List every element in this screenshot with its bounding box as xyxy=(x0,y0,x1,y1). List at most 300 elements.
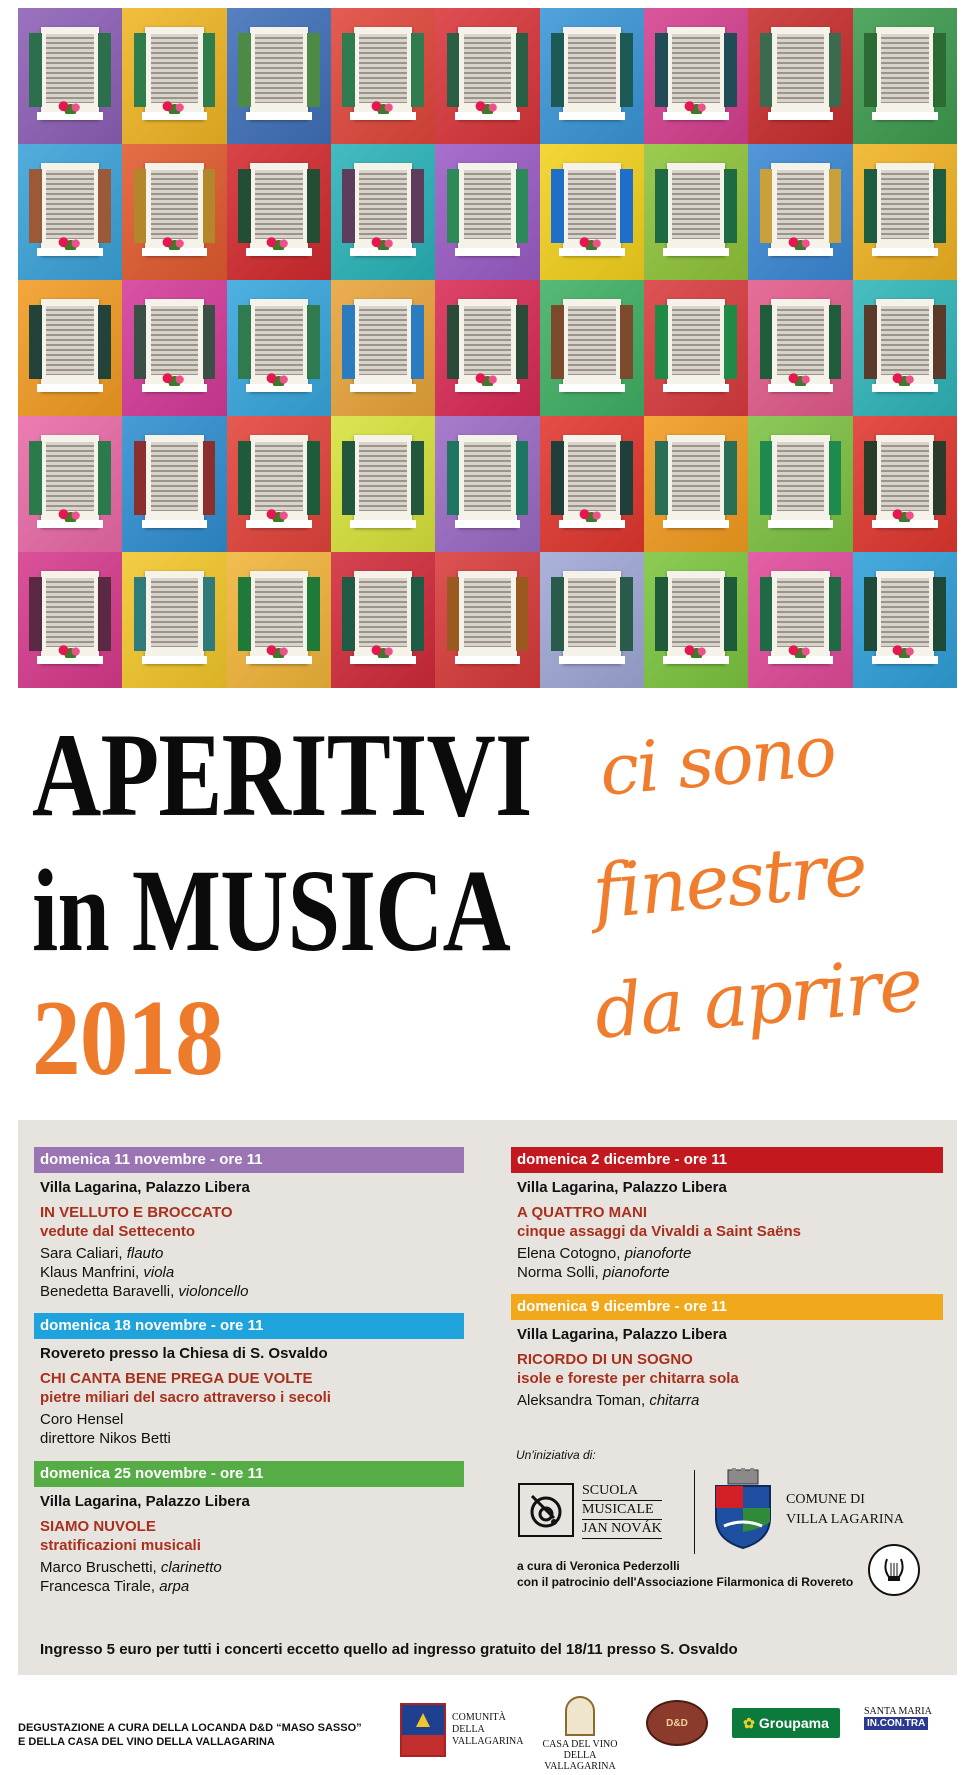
window-shutter xyxy=(29,33,42,107)
window-glass xyxy=(672,170,720,238)
window-frame xyxy=(145,27,203,119)
window-glass xyxy=(568,578,616,646)
window-glass xyxy=(464,442,512,510)
window-tile xyxy=(853,416,957,552)
window-shutter xyxy=(411,305,424,379)
window-frame xyxy=(563,299,621,391)
window-glass xyxy=(672,578,720,646)
window-glass xyxy=(777,306,825,374)
window-shutter xyxy=(933,33,946,107)
concert-title: CHI CANTA BENE PREGA DUE VOLTE xyxy=(40,1370,313,1387)
flower-pot xyxy=(53,645,88,658)
window-tile xyxy=(540,8,644,144)
window-shutter xyxy=(447,33,460,107)
window-tile xyxy=(331,144,435,280)
window-glass xyxy=(255,578,303,646)
window-shutter xyxy=(516,33,529,107)
window-shutter xyxy=(516,305,529,379)
window-shutter xyxy=(29,305,42,379)
window-shutter xyxy=(620,169,633,243)
window-shutter xyxy=(864,33,877,107)
comune-name: COMUNE DI VILLA LAGARINA xyxy=(786,1492,904,1527)
window-sill xyxy=(142,656,207,663)
window-shutter xyxy=(551,33,564,107)
window-tile xyxy=(122,8,226,144)
window-shutter xyxy=(933,169,946,243)
window-shutter xyxy=(203,169,216,243)
window-tile xyxy=(748,416,852,552)
window-shutter xyxy=(864,577,877,651)
window-frame xyxy=(458,27,516,119)
concert-card xyxy=(34,1147,464,1301)
window-shutter xyxy=(760,169,773,243)
title-in-musica: in MUSICA xyxy=(32,845,510,976)
window-glass xyxy=(255,306,303,374)
concert-card xyxy=(511,1294,943,1410)
window-shutter xyxy=(203,33,216,107)
window-tile xyxy=(331,8,435,144)
window-tile xyxy=(331,552,435,688)
window-frame xyxy=(771,27,829,119)
window-glass xyxy=(568,442,616,510)
window-glass xyxy=(672,34,720,102)
window-glass xyxy=(672,306,720,374)
window-shutter xyxy=(447,441,460,515)
flower-pot xyxy=(157,237,192,250)
concert-title: A QUATTRO MANI xyxy=(517,1204,647,1221)
window-frame xyxy=(145,163,203,255)
flower-pot xyxy=(887,373,922,386)
ticket-info: Ingresso 5 euro per tutti i concerti eccetto quello ad ingresso gratuito del 18/11 presso S. Osvaldo xyxy=(40,1641,738,1658)
flower-pot xyxy=(53,509,88,522)
music-note-icon xyxy=(518,1483,574,1537)
window-shutter xyxy=(655,169,668,243)
window-tile xyxy=(748,8,852,144)
window-shutter xyxy=(724,305,737,379)
performer: Benedetta Baravelli, violoncello xyxy=(40,1283,249,1300)
filarmonica-lyre-icon xyxy=(868,1544,920,1596)
concert-venue: Villa Lagarina, Palazzo Libera xyxy=(40,1493,250,1510)
window-shutter xyxy=(307,305,320,379)
window-shutter xyxy=(829,33,842,107)
performer: direttore Nikos Betti xyxy=(40,1430,171,1447)
window-sill xyxy=(350,520,415,527)
title-aperitivi: APERITIVI xyxy=(32,708,532,841)
window-shutter xyxy=(933,577,946,651)
flower-pot xyxy=(366,237,401,250)
flower-pot xyxy=(261,373,296,386)
window-shutter xyxy=(134,577,147,651)
window-sill xyxy=(559,656,624,663)
flower-pot xyxy=(574,237,609,250)
concert-venue: Villa Lagarina, Palazzo Libera xyxy=(517,1326,727,1343)
window-frame xyxy=(41,299,99,391)
window-frame xyxy=(667,163,725,255)
window-shutter xyxy=(307,441,320,515)
window-tile xyxy=(435,552,539,688)
window-shutter xyxy=(516,169,529,243)
window-shutter xyxy=(203,577,216,651)
window-shutter xyxy=(933,305,946,379)
window-shutter xyxy=(829,577,842,651)
performer: Francesca Tirale, arpa xyxy=(40,1578,190,1595)
flower-pot xyxy=(783,645,818,658)
window-shutter xyxy=(411,33,424,107)
concert-subtitle: cinque assaggi da Vivaldi a Saint Saëns xyxy=(517,1223,802,1240)
casa-text: CASA DEL VINO DELLA VALLAGARINA xyxy=(542,1739,618,1772)
window-tile xyxy=(18,552,122,688)
window-glass xyxy=(881,170,929,238)
concert-venue: Rovereto presso la Chiesa di S. Osvaldo xyxy=(40,1345,328,1362)
flower-pot xyxy=(261,645,296,658)
window-sill xyxy=(455,520,520,527)
window-glass xyxy=(464,306,512,374)
concert-date-bar: domenica 11 novembre - ore 11 xyxy=(34,1147,464,1173)
window-tile xyxy=(122,280,226,416)
groupama-leaf-icon: ✿ xyxy=(743,1714,755,1731)
window-glass xyxy=(255,442,303,510)
flower-pot xyxy=(887,509,922,522)
window-shutter xyxy=(516,577,529,651)
window-frame xyxy=(354,163,412,255)
window-frame xyxy=(876,435,934,527)
window-shutter xyxy=(829,169,842,243)
window-sill xyxy=(559,112,624,119)
santa-maria-incontra-logo: SANTA MARIA IN.CON.TRA xyxy=(864,1706,932,1729)
window-shutter xyxy=(551,305,564,379)
slogan-line-2: finestre xyxy=(589,826,870,936)
flower-pot xyxy=(157,373,192,386)
slogan-line-1: ci sono xyxy=(596,709,838,812)
window-shutter xyxy=(620,577,633,651)
casa-door-icon xyxy=(565,1696,595,1736)
window-frame xyxy=(354,435,412,527)
window-frame xyxy=(354,27,412,119)
window-photo-mosaic xyxy=(18,8,957,688)
window-frame xyxy=(458,163,516,255)
window-shutter xyxy=(447,577,460,651)
window-frame xyxy=(876,27,934,119)
window-shutter xyxy=(551,441,564,515)
flower-pot xyxy=(470,373,505,386)
window-shutter xyxy=(342,441,355,515)
window-frame xyxy=(667,27,725,119)
window-tile xyxy=(748,144,852,280)
window-tile xyxy=(435,416,539,552)
casa-del-vino-logo xyxy=(540,1694,620,1774)
window-frame xyxy=(250,163,308,255)
flower-pot xyxy=(53,237,88,250)
window-sill xyxy=(663,384,728,391)
window-sill xyxy=(872,112,937,119)
window-tile xyxy=(644,8,748,144)
window-frame xyxy=(771,435,829,527)
performer: Marco Bruschetti, clarinetto xyxy=(40,1559,222,1576)
window-glass xyxy=(777,170,825,238)
window-shutter xyxy=(620,33,633,107)
window-frame xyxy=(876,163,934,255)
window-shutter xyxy=(620,441,633,515)
window-shutter xyxy=(342,577,355,651)
window-tile xyxy=(227,280,331,416)
window-glass xyxy=(46,306,94,374)
performer-list xyxy=(517,1244,943,1282)
window-shutter xyxy=(134,305,147,379)
window-tile xyxy=(853,552,957,688)
window-frame xyxy=(250,435,308,527)
window-shutter xyxy=(933,441,946,515)
window-glass xyxy=(881,442,929,510)
flower-pot xyxy=(470,101,505,114)
window-glass xyxy=(881,306,929,374)
concert-date-bar: domenica 25 novembre - ore 11 xyxy=(34,1461,464,1487)
window-shutter xyxy=(760,577,773,651)
title-year: 2018 xyxy=(32,979,223,1098)
window-glass xyxy=(359,34,407,102)
performer-list xyxy=(40,1558,464,1596)
flower-pot xyxy=(157,101,192,114)
window-shutter xyxy=(724,169,737,243)
window-frame xyxy=(41,27,99,119)
performer: Coro Hensel xyxy=(40,1411,124,1428)
comunita-text: COMUNITÀ DELLA VALLAGARINA xyxy=(452,1712,524,1747)
scuola-musicale-logo xyxy=(518,1480,676,1540)
window-sill xyxy=(663,520,728,527)
concert-subtitle: isole e foreste per chitarra sola xyxy=(517,1370,739,1387)
window-shutter xyxy=(655,305,668,379)
flower-pot xyxy=(679,101,714,114)
flower-pot xyxy=(53,101,88,114)
window-tile xyxy=(227,8,331,144)
window-glass xyxy=(464,34,512,102)
window-glass xyxy=(151,34,199,102)
performer: Sara Caliari, flauto xyxy=(40,1245,164,1262)
window-glass xyxy=(46,34,94,102)
window-glass xyxy=(672,442,720,510)
performer: Elena Cotogno, pianoforte xyxy=(517,1245,692,1262)
window-shutter xyxy=(655,577,668,651)
window-shutter xyxy=(620,305,633,379)
window-shutter xyxy=(29,577,42,651)
window-tile xyxy=(644,552,748,688)
window-glass xyxy=(359,306,407,374)
window-frame xyxy=(458,435,516,527)
performer-list xyxy=(517,1391,943,1410)
window-glass xyxy=(46,578,94,646)
window-glass xyxy=(255,170,303,238)
window-sill xyxy=(872,248,937,255)
window-glass xyxy=(568,306,616,374)
window-glass xyxy=(151,306,199,374)
flower-pot xyxy=(574,509,609,522)
window-shutter xyxy=(829,441,842,515)
window-shutter xyxy=(29,169,42,243)
window-shutter xyxy=(655,441,668,515)
concert-venue: Villa Lagarina, Palazzo Libera xyxy=(517,1179,727,1196)
window-glass xyxy=(359,170,407,238)
performer-list xyxy=(40,1410,464,1448)
window-shutter xyxy=(447,305,460,379)
window-sill xyxy=(350,384,415,391)
locanda-dd-logo: D&D xyxy=(646,1700,708,1746)
flower-pot xyxy=(261,237,296,250)
window-glass xyxy=(568,170,616,238)
window-frame xyxy=(145,435,203,527)
window-tile xyxy=(748,280,852,416)
concert-card xyxy=(34,1313,464,1448)
flower-pot xyxy=(887,645,922,658)
window-frame xyxy=(563,571,621,663)
window-shutter xyxy=(724,33,737,107)
concert-subtitle: vedute dal Settecento xyxy=(40,1223,196,1240)
window-tile xyxy=(18,144,122,280)
window-shutter xyxy=(98,305,111,379)
window-tile xyxy=(748,552,852,688)
window-frame xyxy=(458,299,516,391)
window-shutter xyxy=(724,441,737,515)
window-sill xyxy=(768,520,833,527)
window-frame xyxy=(354,571,412,663)
window-sill xyxy=(663,248,728,255)
concert-card xyxy=(511,1147,943,1282)
window-shutter xyxy=(307,33,320,107)
window-shutter xyxy=(307,169,320,243)
performer: Klaus Manfrini, viola xyxy=(40,1264,175,1281)
window-shutter xyxy=(411,169,424,243)
window-tile xyxy=(644,416,748,552)
window-sill xyxy=(37,384,102,391)
window-tile xyxy=(227,416,331,552)
window-frame xyxy=(250,27,308,119)
window-frame xyxy=(41,571,99,663)
window-shutter xyxy=(864,305,877,379)
window-tile xyxy=(435,8,539,144)
window-frame xyxy=(563,435,621,527)
window-frame xyxy=(458,571,516,663)
window-sill xyxy=(455,656,520,663)
window-frame xyxy=(667,571,725,663)
concert-subtitle: stratificazioni musicali xyxy=(40,1537,201,1554)
concert-card xyxy=(34,1461,464,1596)
window-glass xyxy=(777,442,825,510)
comune-crest-icon xyxy=(710,1468,776,1550)
performer-list xyxy=(40,1244,464,1301)
concert-subtitle: pietre miliari del sacro attraverso i secoli xyxy=(40,1389,331,1406)
flower-pot xyxy=(783,237,818,250)
window-tile xyxy=(435,144,539,280)
window-shutter xyxy=(551,577,564,651)
window-shutter xyxy=(134,33,147,107)
window-frame xyxy=(41,435,99,527)
window-glass xyxy=(151,578,199,646)
window-tile xyxy=(644,144,748,280)
curator-credits: a cura di Veronica Pederzolli con il patrocinio dell'Associazione Filarmonica di Rovereto xyxy=(517,1559,854,1589)
window-sill xyxy=(142,520,207,527)
window-glass xyxy=(46,170,94,238)
concert-date-bar: domenica 18 novembre - ore 11 xyxy=(34,1313,464,1339)
concert-date-bar: domenica 9 dicembre - ore 11 xyxy=(511,1294,943,1320)
window-shutter xyxy=(516,441,529,515)
window-shutter xyxy=(864,169,877,243)
window-shutter xyxy=(411,441,424,515)
window-tile xyxy=(853,8,957,144)
window-frame xyxy=(250,299,308,391)
window-shutter xyxy=(307,577,320,651)
window-frame xyxy=(250,571,308,663)
window-glass xyxy=(464,170,512,238)
window-tile xyxy=(540,144,644,280)
window-tile xyxy=(18,416,122,552)
window-shutter xyxy=(411,577,424,651)
flower-pot xyxy=(366,101,401,114)
window-glass xyxy=(881,578,929,646)
window-glass xyxy=(151,442,199,510)
window-sill xyxy=(455,248,520,255)
window-shutter xyxy=(760,441,773,515)
window-shutter xyxy=(98,169,111,243)
window-frame xyxy=(563,163,621,255)
window-shutter xyxy=(203,441,216,515)
window-glass xyxy=(255,34,303,102)
groupama-logo: ✿ Groupama xyxy=(732,1708,840,1738)
window-frame xyxy=(667,435,725,527)
comunita-crest-icon xyxy=(400,1703,446,1757)
window-shutter xyxy=(98,441,111,515)
window-shutter xyxy=(238,577,251,651)
flower-pot xyxy=(679,645,714,658)
window-shutter xyxy=(29,441,42,515)
window-frame xyxy=(771,299,829,391)
window-shutter xyxy=(203,305,216,379)
flower-pot xyxy=(261,509,296,522)
window-tile xyxy=(227,552,331,688)
concert-venue: Villa Lagarina, Palazzo Libera xyxy=(40,1179,250,1196)
window-shutter xyxy=(134,169,147,243)
window-tile xyxy=(644,280,748,416)
window-glass xyxy=(151,170,199,238)
window-tile xyxy=(122,552,226,688)
window-glass xyxy=(359,442,407,510)
window-shutter xyxy=(551,169,564,243)
window-shutter xyxy=(342,169,355,243)
slogan-line-3: da aprire xyxy=(591,941,925,1056)
window-tile xyxy=(435,280,539,416)
window-shutter xyxy=(342,33,355,107)
window-frame xyxy=(563,27,621,119)
window-shutter xyxy=(342,305,355,379)
window-shutter xyxy=(238,305,251,379)
window-glass xyxy=(359,578,407,646)
window-glass xyxy=(46,442,94,510)
window-shutter xyxy=(134,441,147,515)
window-tile xyxy=(853,280,957,416)
window-sill xyxy=(768,112,833,119)
window-shutter xyxy=(864,441,877,515)
performer: Norma Solli, pianoforte xyxy=(517,1264,670,1281)
concert-title: IN VELLUTO E BROCCATO xyxy=(40,1204,233,1221)
window-frame xyxy=(876,299,934,391)
window-tile xyxy=(227,144,331,280)
performer: Aleksandra Toman, chitarra xyxy=(517,1392,700,1409)
concert-title: SIAMO NUVOLE xyxy=(40,1518,156,1535)
window-tile xyxy=(122,416,226,552)
window-tile xyxy=(540,280,644,416)
window-frame xyxy=(771,571,829,663)
window-tile xyxy=(853,144,957,280)
window-glass xyxy=(568,34,616,102)
degustazione-note: DEGUSTAZIONE A CURA DELLA LOCANDA D&D “MASO SASSO” E DELLA CASA DEL VINO DELLA VALLAGARINA xyxy=(18,1722,362,1748)
window-glass xyxy=(777,34,825,102)
